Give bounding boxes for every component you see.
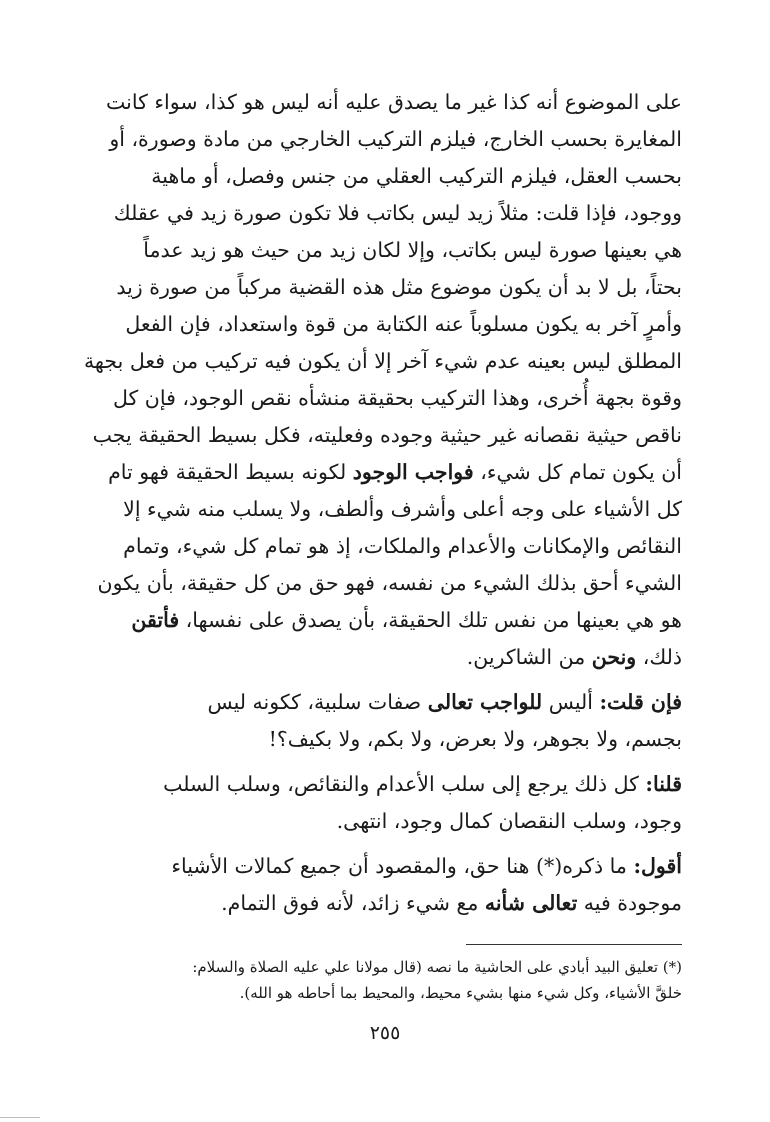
footnote [82,954,682,1006]
text-line: ووجود، فإذا قلت: مثلاً زيد ليس بكاتب فلا تكون صورة زيد في عقلك [113,201,682,225]
text-line: بحسب العقل، فيلزم التركيب العقلي من جنس وفصل، أو ماهية [151,164,682,188]
paragraph-4 [82,848,682,922]
text-run: ما ذكره(*) هنا حق، والمقصود أن جميع كمالات الأشياء [171,854,634,878]
bold-phrase: فواجب الوجود [352,460,474,484]
text-run: أن يكون تمام كل شيء، [473,460,682,484]
text-run: مع شيء زائد، لأنه فوق التمام. [221,891,485,915]
text-line: الشيء أحق بذلك الشيء من نفسه، فهو حق من كل حقيقة، بأن يكون [97,571,682,595]
text-run: لكونه بسيط الحقيقة فهو تام [108,460,353,484]
text-run: موجودة فيه [577,891,682,915]
text-line [82,639,682,676]
text-line: المطلق ليس بعينه عدم شيء آخر إلا أن يكون فيه تركيب من فعل بجهة [83,349,682,373]
text-line: وقوة بجهة أُخرى، وهذا التركيب بحقيقة منشأه نقص الوجود، فإن كل [112,386,682,410]
page-body [82,84,682,922]
text-line [82,885,682,922]
text-line: ناقص حيثية نقصانه غير حيثية وجوده وفعليته، فكل بسيط الحقيقة يجب [92,423,682,447]
text-run: من الشاكرين. [466,645,592,669]
footnote-divider [466,944,682,945]
text-line [82,602,682,639]
text-run: ذلك، [636,645,682,669]
text-line: هي بعينها صورة ليس بكاتب، وإلا لكان زيد من حيث هو زيد عدماً [143,238,682,262]
bold-phrase: للواجب تعالى [427,690,543,714]
text-line: وأمرٍ آخر به يكون مسلوباً عنه الكتابة من قوة واستعداد، فإن الفعل [125,312,682,336]
text-line: وجود، وسلب النقصان كمال وجود، انتهى. [336,809,682,833]
text-line: على الموضوع أنه كذا غير ما يصدق عليه أنه ليس هو كذا، سواء كانت [106,90,682,114]
text-line: النقائص والإمكانات والأعدام والملكات، إذ هو تمام كل شيء، وتمام [123,534,682,558]
text-run: صفات سلبية، ككونه ليس [207,690,428,714]
text-line: بجسم، ولا بجوهر، ولا بعرض، ولا بكم، ولا بكيف؟! [268,727,682,751]
footnote-line: (*) تعليق البيد أبادي على الحاشية ما نصه (قال مولانا علي عليه الصلاة والسلام: [192,958,682,976]
paragraph-1 [82,84,682,676]
lead-phrase: فإن قلت: [599,690,682,714]
text-line: بحتاً، بل لا بد أن يكون موضوع مثل هذه القضية مركباً من صورة زيد [116,275,682,299]
lead-phrase: قلنا: [645,772,682,796]
text-line [82,454,682,491]
paragraph-2 [82,684,682,758]
bold-phrase: تعالى شأنه [484,891,578,915]
text-line [82,848,682,885]
footnote-line: خلقَّ الأشياء، وكل شيء منها بشيء محيط، والمحيط بما أحاطه هو الله). [239,984,682,1002]
text-line [82,766,682,803]
bold-phrase: ونحن [591,645,637,669]
text-line: كل الأشياء على وجه أعلى وأشرف وألطف، ولا يسلب منه شيء إلا [123,497,682,521]
text-run: هو هي بعينها من نفس تلك الحقيقة، بأن يصدق على نفسها، [179,608,682,632]
page-number: ٢٥٥ [369,1022,401,1044]
text-line [82,684,682,721]
paragraph-3 [82,766,682,840]
text-run: أليس [542,690,600,714]
text-run: كل ذلك يرجع إلى سلب الأعدام والنقائص، وسلب السلب [163,772,646,796]
bold-phrase: فأتقن [131,608,180,632]
lead-phrase: أقول: [633,854,682,878]
text-line: المغايرة بحسب الخارج، فيلزم التركيب الخارجي من مادة وصورة، أو [109,127,682,151]
scan-edge-mark [0,1117,40,1118]
